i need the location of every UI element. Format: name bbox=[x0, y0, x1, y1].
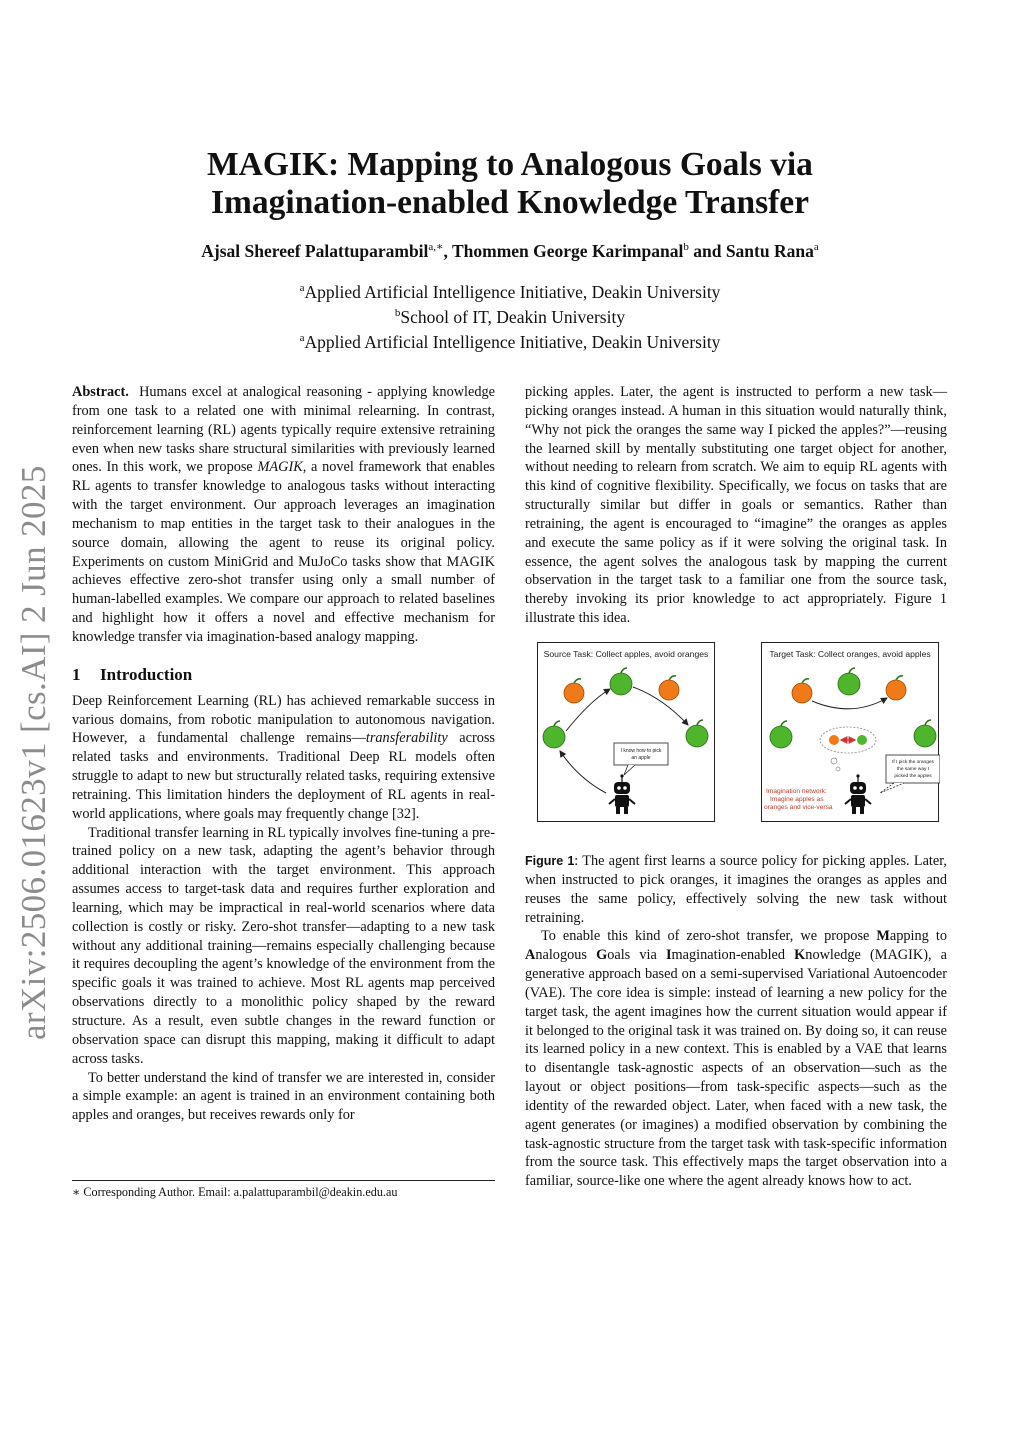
orange-icon bbox=[659, 676, 679, 700]
abstract: Abstract. Humans excel at analogical reasoning - applying knowledge from one task to a related one with minimal relearning. In contrast, reinforcement learning (RL) agents typically require extensive retraining even when new tasks share structural similarities with previously learned ones. In this work, we propose MAGIK, a novel framework that enables RL agents to transfer knowledge to analogous tasks without interacting with the target environment. Our approach leverages an imagination mechanism to map entities in the target task to their analogues in the source domain, allowing the agent to reuse its original policy. Experiments on custom MiniGrid and MuJoCo tasks show that MAGIK achieves effective zero-shot transfer using only a small number of human-labelled examples. We compare our approach to related baselines and highlight how it offers a novel and effective mechanism for knowledge transfer via imagination-based analogy mapping. bbox=[72, 384, 495, 645]
apple-icon bbox=[543, 721, 565, 748]
speech-bubble bbox=[614, 743, 668, 775]
apple-icon bbox=[914, 720, 936, 747]
apple-icon bbox=[610, 668, 632, 695]
text-run: nowledge (MAGIK), a generative approach based on a semi-supervised Variational Autoencoder (VAE). The core idea is simple: instead of learning a new policy for the target task, the agent imagines how the current situation would appear if it belonged to the original task it was trained on. By doing so, it can reuse its learned policy in a new context. This is enabled by a VAE that learns to disentangle task-agnostic aspects of an observation—such as the layout or object positions—from task-specific aspects—such as the identity of the rewarded object. Later, when faced with a new task, the agent generates (or imagines) a modified observation by combining the task-agnostic structure from the target task with task-specific information from the source task. This effectively maps the target observation into a familiar, source-like one where the agent already knows how to act. bbox=[525, 947, 947, 1190]
title-line-2: Imagination-enabled Knowledge Transfer bbox=[210, 184, 810, 221]
intro-paragraph-4 bbox=[525, 927, 947, 1191]
author-3: Santu Rana bbox=[725, 240, 814, 261]
bubble-text: I know how to pick bbox=[620, 747, 662, 754]
magik-name: MAGIK bbox=[257, 459, 303, 476]
bubble-text: If I pick the oranges bbox=[892, 759, 934, 765]
arxiv-stamp: arXiv:2506.01623v1 [cs.AI] 2 Jun 2025 bbox=[14, 465, 53, 1040]
svg-text:Imagine apples as: Imagine apples as bbox=[770, 795, 824, 803]
figure-1 bbox=[525, 642, 947, 838]
target-task-panel bbox=[761, 642, 939, 822]
apple-icon bbox=[686, 720, 708, 747]
author-3-affil: a bbox=[813, 241, 819, 253]
author-sep: , bbox=[443, 240, 452, 261]
title-line-1: MAGIK: Mapping to Analogous Goals via bbox=[207, 146, 813, 183]
footnote-rule bbox=[72, 1180, 495, 1181]
intro-paragraph-3: To better understand the kind of transfer we are interested in, consider a simple example: an agent is trained in an environment containing both apples and oranges, but receives rewards only for bbox=[72, 1069, 495, 1124]
text-run: apping to bbox=[889, 928, 947, 945]
text-run: oals via bbox=[607, 947, 666, 964]
apple-icon bbox=[838, 668, 860, 695]
affiliations bbox=[160, 278, 860, 352]
intro-paragraph-2: Traditional transfer learning in RL typically involves fine-tuning a pre-trained policy on a new task, adapting the agent’s behavior through additional interaction with the target environment. This approach assumes access to target-task data and requires further exploration and learning, which may be impractical in real-world scenarios where data collection is costly or risky. Zero-shot transfer—adapting to a new task without any additional training—remains especially challenging because it requires decoupling the agent’s knowledge of the environment from the specific goals it was trained to achieve. Most RL agents map perceived observations directly to a monolithic policy shaped by the reward structure. As a result, even subtle changes in the reward function or observation space can disrupt this mapping, making it difficult to adapt across tasks. bbox=[72, 824, 495, 1067]
bubble-text: picked the apples bbox=[894, 773, 932, 779]
author-sep: and bbox=[688, 240, 726, 261]
robot-icon bbox=[609, 774, 635, 814]
affiliation-line: $^a$Applied Artificial Intelligence Initiative, Deakin University bbox=[299, 281, 721, 302]
paper-title bbox=[100, 146, 920, 222]
abstract-label: Abstract. bbox=[72, 384, 129, 400]
acronym-letter: M bbox=[876, 928, 890, 945]
text-run: magination-enabled bbox=[671, 947, 795, 964]
orange-icon bbox=[564, 679, 584, 703]
right-column bbox=[525, 383, 947, 1191]
orange-icon bbox=[886, 676, 906, 700]
apple-icon bbox=[770, 721, 792, 748]
thought-cloud bbox=[820, 727, 876, 771]
target-panel-title: Target Task: Collect oranges, avoid apples bbox=[769, 648, 931, 659]
author-list bbox=[60, 240, 960, 262]
section-heading: 1 Introduction bbox=[72, 664, 193, 684]
figure-1-caption: Figure 1: The agent first learns a source policy for picking apples. Later, when instructed to pick oranges, it imagines the oranges as apples and reuses the same policy, effectively solving the new task without retraining. bbox=[525, 852, 948, 926]
caption-label: Figure 1 bbox=[525, 853, 575, 868]
author-2: Thommen George Karimpanal bbox=[451, 240, 684, 261]
author-2-affil: b bbox=[683, 241, 689, 253]
svg-text:oranges and vice-versa: oranges and vice-versa bbox=[764, 803, 833, 811]
source-illustration bbox=[538, 643, 716, 823]
acronym-letter: A bbox=[525, 947, 536, 964]
text-run: nalogous bbox=[535, 947, 597, 964]
orange-icon bbox=[792, 679, 812, 703]
source-panel-title: Source Task: Collect apples, avoid oranges bbox=[543, 648, 709, 659]
robot-icon bbox=[845, 774, 871, 814]
target-illustration bbox=[762, 643, 940, 823]
bubble-text: an apple bbox=[631, 754, 651, 761]
source-task-panel bbox=[537, 642, 715, 822]
acronym-letter: K bbox=[794, 947, 806, 964]
bubble-text: the same way I bbox=[896, 766, 930, 772]
intro-paragraph-1: Deep Reinforcement Learning (RL) has achieved remarkable success in various domains, from robotic manipulation to autonomous navigation. However, a fundamental challenge remains—transferability across related tasks and environments. Traditional Deep RL models often struggle to adapt to new but structurally related tasks, requiring extensive retraining. This limitation hinders the deployment of RL agents in real-world applications, where goals may frequently change [32]. bbox=[72, 692, 495, 822]
affiliation-line: $^a$Applied Artificial Intelligence Initiative, Deakin University bbox=[299, 331, 721, 352]
intro-paragraph-3-continued: picking apples. Later, the agent is instructed to perform a new task—picking oranges instead. A human in this situation would naturally think, “Why not pick the oranges the same way I picked the apples?”—reusing the learned skill by mentally substituting one target object for another, without needing to relearn from scratch. We aim to equip RL agents with this kind of cognitive flexibility. Specifically, we focus on tasks that are structurally similar but differ in goals or semantics. Rather than retraining, the agent is encouraged to “imagine” the oranges as apples and execute the same policy as if it were solving the original task. In essence, the agent solves the analogous task by mapping the current observation in the target task to a familiar one from the source task, thereby invoking its prior knowledge to act appropriately. Figure 1 illustrate this idea. bbox=[525, 384, 947, 627]
text-run: To enable this kind of zero-shot transfer, we propose bbox=[541, 928, 877, 945]
author-1: Ajsal Shereef Palattuparambil bbox=[201, 240, 429, 261]
speech-bubble bbox=[880, 755, 940, 793]
footnote: ∗ Corresponding Author. Email: a.palattuparambil@deakin.edu.au bbox=[72, 1185, 398, 1199]
left-column bbox=[72, 383, 495, 1125]
svg-text:Imagination network:: Imagination network: bbox=[766, 787, 827, 795]
imagination-note bbox=[764, 788, 833, 811]
author-1-affil: a,∗ bbox=[428, 241, 444, 253]
acronym-letter: I bbox=[665, 947, 672, 964]
acronym-letter: G bbox=[596, 947, 608, 964]
affiliation-line: $^b$School of IT, Deakin University bbox=[394, 306, 626, 327]
